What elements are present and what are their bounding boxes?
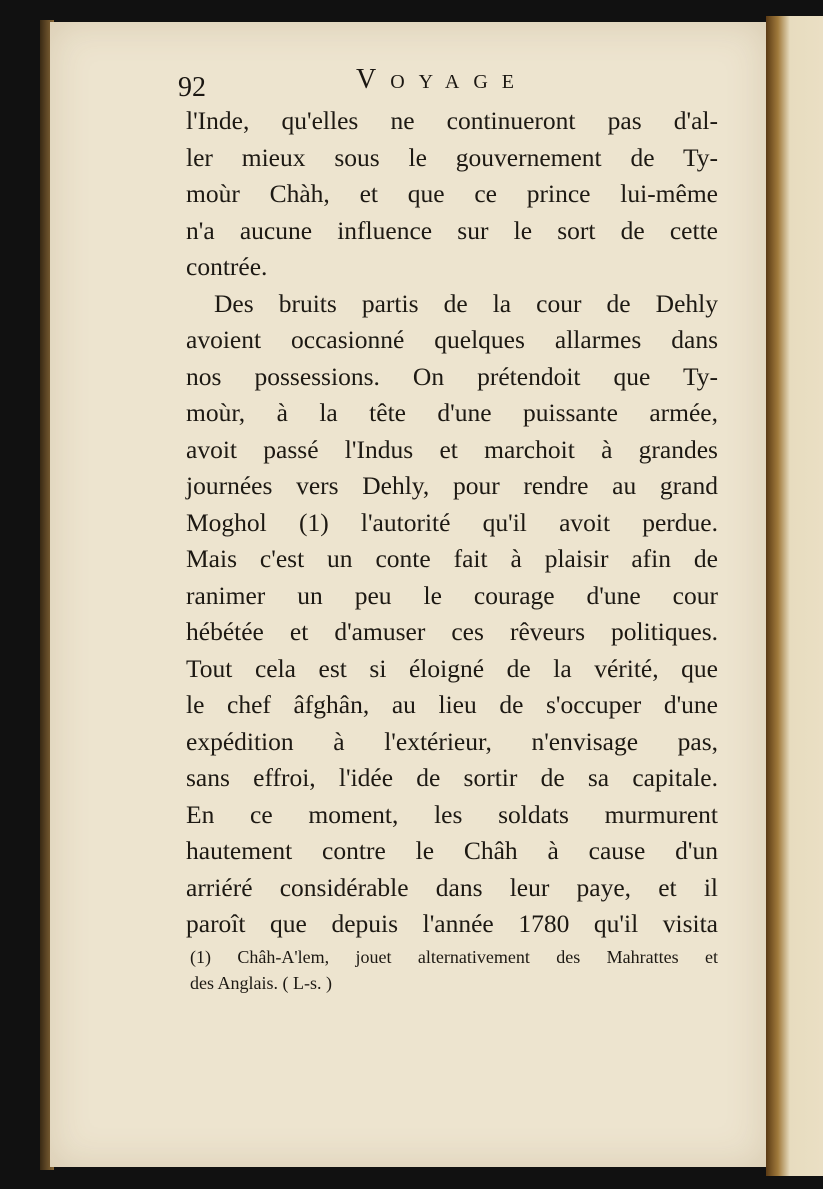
text-line: ranimer un peu le courage d'une cour — [186, 580, 718, 610]
text-line: expédition à l'extérieur, n'envisage pas, — [186, 726, 718, 756]
text-line: ler mieux sous le gouvernement de Ty- — [186, 142, 718, 172]
body-text — [186, 103, 718, 943]
text-line: avoient occasionné quelques allarmes dans — [186, 325, 718, 354]
page-number: 92 — [178, 72, 206, 103]
text-line: hébétée et d'amuser ces rêveurs politiques. — [186, 617, 718, 646]
text-line: l'Inde, qu'elles ne continueront pas d'al- — [186, 106, 718, 135]
text-line: avoit passé l'Indus et marchoit à grandes — [186, 434, 718, 464]
text-line: journées vers Dehly, pour rendre au grand — [186, 471, 718, 500]
text-line: Tout cela est si éloigné de la vérité, que — [186, 653, 718, 683]
text-line: nos possessions. On prétendoit que Ty- — [186, 361, 718, 391]
text-line: arriéré considérable dans leur paye, et il — [186, 872, 718, 902]
text-line: paroît que depuis l'année 1780 qu'il visita — [186, 909, 718, 938]
facing-page-edge — [766, 16, 823, 1176]
running-head — [130, 60, 690, 103]
text-line: Mais c'est un conte fait à plaisir afin de — [186, 544, 718, 573]
text-line: contrée. — [186, 252, 268, 281]
footnote-line: (1) Châh-A'lem, jouet alternativement des Mahrattes et — [190, 947, 718, 967]
text-line: le chef âfghân, au lieu de s'occuper d'une — [186, 690, 718, 719]
text-line: n'a aucune influence sur le sort de cette — [186, 215, 718, 245]
text-line: sans effroi, l'idée de sortir de sa capitale. — [186, 763, 718, 792]
text-line: En ce moment, les soldats murmurent — [186, 799, 718, 829]
running-title: Voyage — [356, 64, 528, 95]
text-line: moùr Chàh, et que ce prince lui-même — [186, 179, 718, 208]
footnote — [190, 944, 718, 996]
text-line: hautement contre le Châh à cause d'un — [186, 836, 718, 865]
footnote-line: des Anglais. ( L-s. ) — [190, 973, 332, 993]
text-line: moùr, à la tête d'une puissante armée, — [186, 398, 718, 427]
text-line: Moghol (1) l'autorité qu'il avoit perdue. — [186, 507, 718, 537]
text-line: Des bruits partis de la cour de Dehly — [214, 288, 718, 318]
